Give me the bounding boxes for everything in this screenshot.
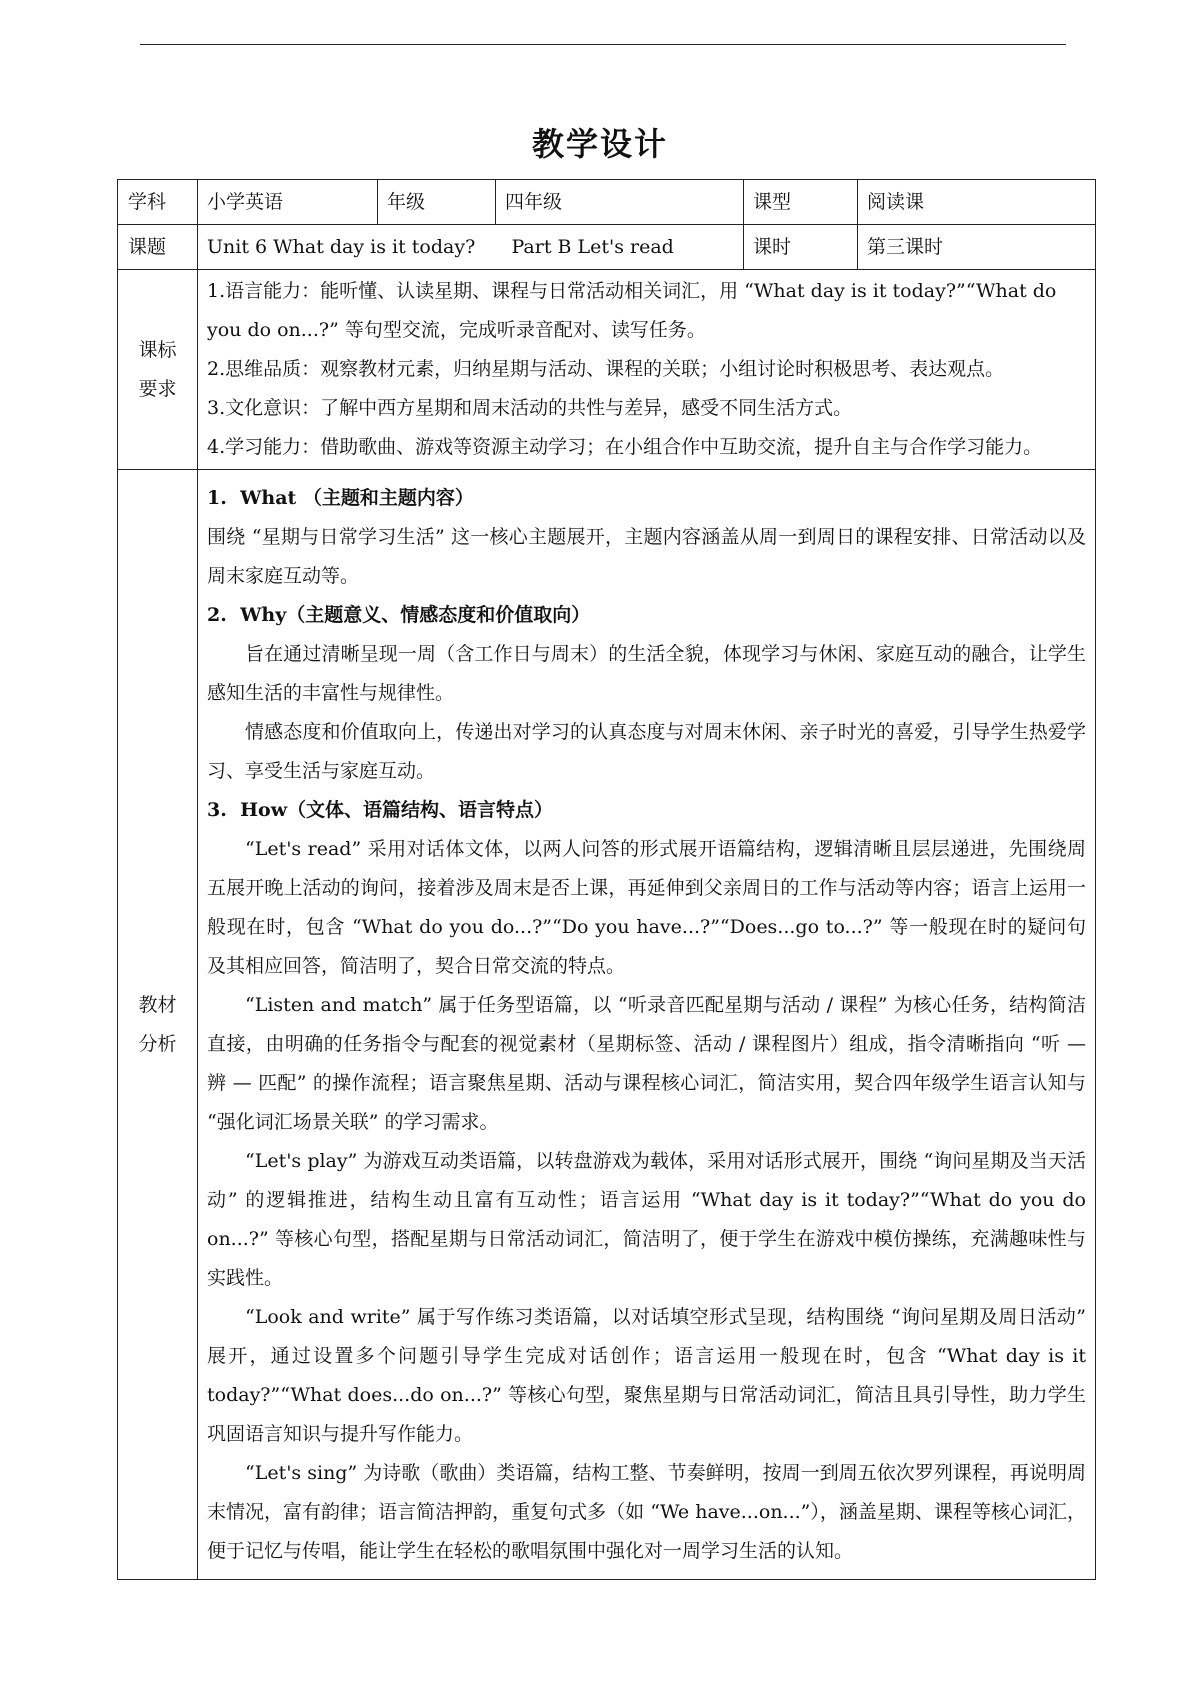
requirement-item: 1.语言能力：能听懂、认读星期、课程与日常活动相关词汇，用 “What day is it today?”“What do you do on...?” 等句型交流，完成听录音配对、读写任务。	[207, 280, 1057, 341]
what-paragraph: 围绕 “星期与日常学习生活” 这一核心主题展开，主题内容涵盖从周一到周日的课程安排、日常活动以及周末家庭互动等。	[207, 526, 1086, 587]
table-row-analysis	[118, 470, 1096, 1580]
why-paragraph: 旨在通过清晰呈现一周（含工作日与周末）的生活全貌，体现学习与休闲、家庭互动的融合，让学生感知生活的丰富性与规律性。	[207, 643, 1086, 704]
lesson-type-label: 课型	[744, 180, 858, 225]
subject-label: 学科	[118, 180, 198, 225]
table-row-subject	[118, 180, 1096, 225]
header-rule	[140, 44, 1066, 45]
analysis-label-line2: 分析	[138, 1032, 177, 1055]
how-paragraph-lets-read: “Let's read” 采用对话体文体，以两人问答的形式展开语篇结构，逻辑清晰且层层递进，先围绕周五展开晚上活动的询问，接着涉及周末是否上课，再延伸到父亲周日的工作与活动等内容；语言上运用一般现在时，包含 “What do you do...?”“Do you have...?”“Does...go to...?” 等一般现在时的疑问句及其相应回答，简洁明了，契合日常交流的特点。	[207, 838, 1086, 977]
document-title: 教学设计	[531, 125, 668, 163]
subject-value: 小学英语	[198, 180, 378, 225]
why-heading: 2. Why（主题意义、情感态度和价值取向）	[207, 604, 591, 626]
how-heading: 3. How（文体、语篇结构、语言特点）	[207, 799, 554, 821]
grade-label: 年级	[378, 180, 496, 225]
topic-value: Unit 6 What day is it today? Part B Let's read	[198, 225, 744, 270]
requirements-content	[198, 270, 1096, 470]
analysis-label-line1: 教材	[138, 993, 177, 1016]
period-label: 课时	[744, 225, 858, 270]
what-heading: 1. What （主题和主题内容）	[207, 487, 474, 509]
requirement-item: 4.学习能力：借助歌曲、游戏等资源主动学习；在小组合作中互助交流，提升自主与合作学习能力。	[207, 436, 1043, 458]
how-paragraph-lets-play: “Let's play” 为游戏互动类语篇，以转盘游戏为载体，采用对话形式展开，围绕 “询问星期及当天活动” 的逻辑推进，结构生动且富有互动性；语言运用 “What day is it today?”“What do you do on...?” 等核心句型，搭配星期与日常活动词汇，简洁明了，便于学生在游戏中模仿操练，充满趣味性与实践性。	[207, 1150, 1086, 1289]
lesson-plan-table	[117, 179, 1096, 1580]
analysis-label	[118, 470, 198, 1580]
table-row-requirements	[118, 270, 1096, 470]
requirements-label	[118, 270, 198, 470]
requirements-label-line2: 要求	[138, 377, 177, 400]
requirements-label-line1: 课标	[138, 338, 177, 361]
topic-label: 课题	[118, 225, 198, 270]
grade-value: 四年级	[496, 180, 744, 225]
how-paragraph-look-and-write: “Look and write” 属于写作练习类语篇，以对话填空形式呈现，结构围绕 “询问星期及周日活动” 展开，通过设置多个问题引导学生完成对话创作；语言运用一般现在时，包含 “What day is it today?”“What does...do on...?” 等核心句型，聚焦星期与日常活动词汇，简洁且具引导性，助力学生巩固语言知识与提升写作能力。	[207, 1306, 1086, 1445]
period-value: 第三课时	[858, 225, 1096, 270]
lesson-type-value: 阅读课	[858, 180, 1096, 225]
requirement-item: 3.文化意识：了解中西方星期和周末活动的共性与差异，感受不同生活方式。	[207, 397, 853, 419]
requirement-item: 2.思维品质：观察教材元素，归纳星期与活动、课程的关联；小组讨论时积极思考、表达观点。	[207, 358, 1005, 380]
how-paragraph-lets-sing: “Let's sing” 为诗歌（歌曲）类语篇，结构工整、节奏鲜明，按周一到周五依次罗列课程，再说明周末情况，富有韵律；语言简洁押韵，重复句式多（如 “We have...on...”），涵盖星期、课程等核心词汇，便于记忆与传唱，能让学生在轻松的歌唱氛围中强化对一周学习生活的认知。	[207, 1462, 1086, 1562]
table-row-topic	[118, 225, 1096, 270]
how-paragraph-listen-and-match: “Listen and match” 属于任务型语篇，以 “听录音匹配星期与活动 / 课程” 为核心任务，结构简洁直接，由明确的任务指令与配套的视觉素材（星期标签、活动 / 课程图片）组成，指令清晰指向 “听 — 辨 — 匹配” 的操作流程；语言聚焦星期、活动与课程核心词汇，简洁实用，契合四年级学生语言认知与 “强化词汇场景关联” 的学习需求。	[207, 994, 1086, 1133]
why-paragraph: 情感态度和价值取向上，传递出对学习的认真态度与对周末休闲、亲子时光的喜爱，引导学生热爱学习、享受生活与家庭互动。	[207, 721, 1086, 782]
analysis-content	[198, 470, 1096, 1580]
